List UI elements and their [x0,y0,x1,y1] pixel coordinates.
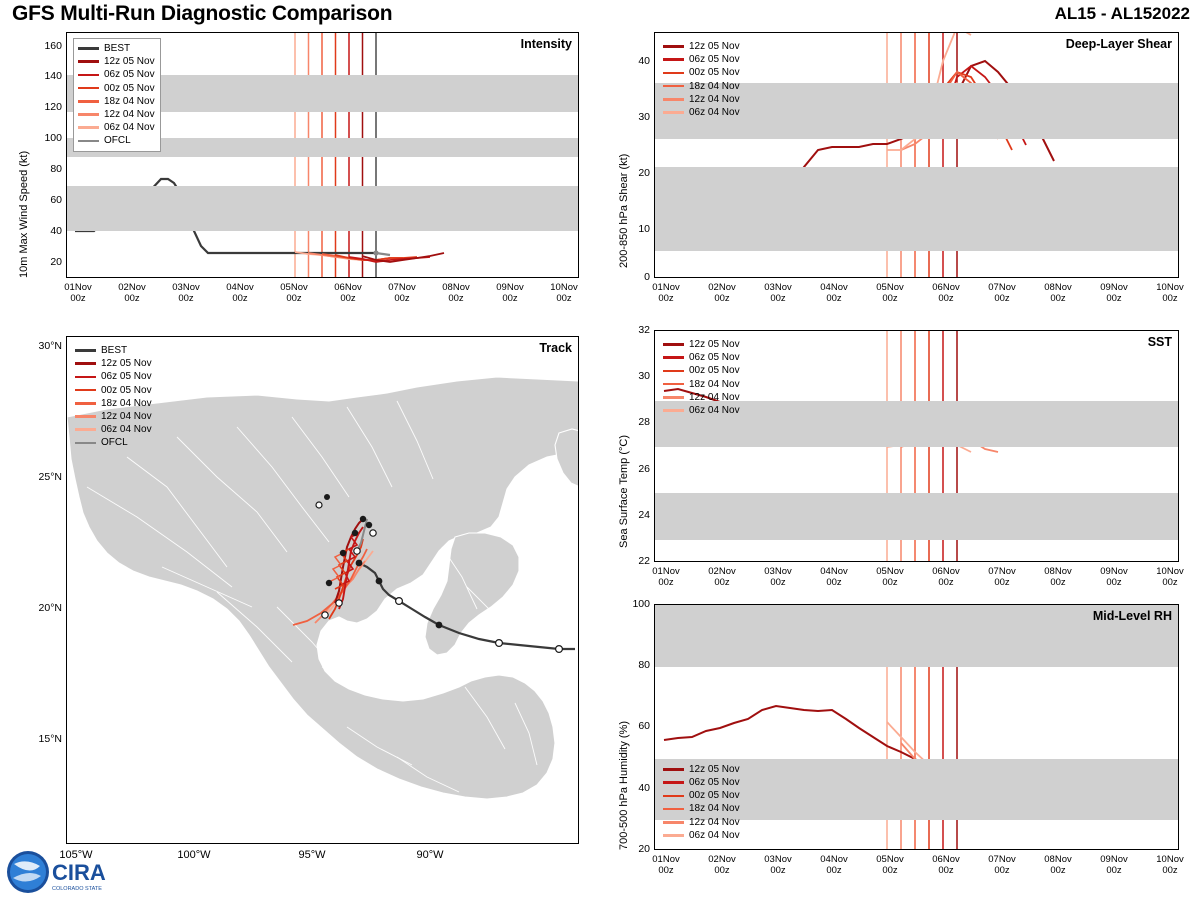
y-tick: 20 [50,256,62,268]
y-tick: 20°N [38,602,62,614]
x-tick: 07Nov 00z [988,566,1016,588]
intensity-y-axis-label: 10m Max Wind Speed (kt) [18,150,30,278]
y-tick: 60 [50,194,62,206]
x-tick: 08Nov 00z [1044,566,1072,588]
x-tick: 09Nov 00z [1100,282,1128,304]
track-panel-title: Track [539,341,572,355]
x-tick: 09Nov 00z [1100,854,1128,876]
x-tick: 04Nov 00z [226,282,254,304]
rh-plot-area [654,604,1179,850]
x-tick: 10Nov 00z [1156,854,1184,876]
intensity-legend [73,38,161,152]
x-tick: 01Nov 00z [652,854,680,876]
x-tick: 08Nov 00z [1044,854,1072,876]
track-legend [71,341,157,453]
shear-plot-area [654,32,1179,278]
sst-y-axis-label: Sea Surface Temp (°C) [618,434,630,548]
storm-id-label: AL15 - AL152022 [1054,4,1190,23]
legend-label: BEST [101,345,128,356]
legend-label: 12z 04 Nov [689,816,740,828]
legend-label: 18z 04 Nov [689,80,740,92]
legend-label: 06z 05 Nov [689,54,740,66]
legend-label: 12z 05 Nov [689,41,740,52]
legend-label: 12z 05 Nov [101,358,152,370]
legend-label: 06z 04 Nov [104,122,155,134]
x-tick: 06Nov 00z [932,854,960,876]
x-tick: 95°W [298,849,326,861]
legend-label: 12z 05 Nov [689,763,740,775]
sst-plot-area [654,330,1179,562]
legend-label: 12z 05 Nov [104,56,155,68]
y-tick: 20 [638,167,650,179]
legend-label: 12z 04 Nov [101,410,152,422]
x-tick: 10Nov 00z [1156,566,1184,588]
panel-shear [600,28,1200,318]
shear-panel-title: Deep-Layer Shear [1065,37,1172,51]
x-tick: 06Nov 00z [932,566,960,588]
x-tick: 03Nov 00z [764,282,792,304]
legend-label: 18z 04 Nov [104,95,155,107]
panel-rh [600,600,1200,890]
x-tick: 100°W [177,849,211,861]
x-tick: 01Nov 00z [652,282,680,304]
legend-label: 06z 04 Nov [689,829,740,841]
intensity-panel-title: Intensity [520,37,572,51]
x-tick: 04Nov 00z [820,282,848,304]
x-tick: 02Nov 00z [118,282,146,304]
rh-legend [659,760,745,845]
legend-label: 00z 05 Nov [689,790,740,802]
y-tick: 100 [632,598,650,610]
legend-label: 18z 04 Nov [689,803,740,815]
x-tick: 02Nov 00z [708,282,736,304]
x-tick: 07Nov 00z [988,854,1016,876]
sst-panel-title: SST [1147,335,1172,349]
x-tick: 03Nov 00z [172,282,200,304]
y-tick: 80 [638,659,650,671]
legend-label: OFCL [104,135,131,147]
svg-text:CIRA: CIRA [52,860,106,885]
legend-label: 12z 04 Nov [689,93,740,105]
x-tick: 03Nov 00z [764,854,792,876]
x-tick: 05Nov 00z [280,282,308,304]
x-tick: 06Nov 00z [932,282,960,304]
y-tick: 28 [638,416,650,428]
x-tick: 09Nov 00z [1100,566,1128,588]
y-tick: 40 [638,55,650,67]
panel-track [0,326,600,886]
legend-label: OFCL [101,437,128,449]
x-tick: 90°W [416,849,444,861]
sst-legend [659,335,745,420]
x-tick: 06Nov 00z [334,282,362,304]
legend-label: 12z 04 Nov [689,391,740,403]
legend-label: 00z 05 Nov [689,67,740,79]
y-tick: 20 [638,843,650,855]
y-tick: 25°N [38,471,62,483]
x-tick: 02Nov 00z [708,566,736,588]
x-tick: 08Nov 00z [1044,282,1072,304]
legend-label: 06z 05 Nov [104,69,155,81]
legend-label: 00z 05 Nov [104,82,155,94]
x-tick: 09Nov 00z [496,282,524,304]
legend-label: 12z 04 Nov [104,108,155,120]
y-tick: 30 [638,111,650,123]
x-tick: 03Nov 00z [764,566,792,588]
x-tick: 08Nov 00z [442,282,470,304]
x-tick: 05Nov 00z [876,282,904,304]
cira-logo [6,850,116,896]
panel-intensity [0,28,600,318]
y-tick: 32 [638,324,650,336]
x-tick: 105°W [59,849,93,861]
x-tick: 01Nov 00z [64,282,92,304]
legend-label: 06z 04 Nov [689,106,740,118]
panel-sst [600,326,1200,596]
y-tick: 24 [638,509,650,521]
y-tick: 60 [638,720,650,732]
page-title: GFS Multi-Run Diagnostic Comparison [12,2,393,25]
x-tick: 05Nov 00z [876,566,904,588]
x-tick: 10Nov 00z [1156,282,1184,304]
y-tick: 120 [44,101,62,113]
y-tick: 160 [44,40,62,52]
y-tick: 22 [638,555,650,567]
x-tick: 05Nov 00z [876,854,904,876]
intensity-plot-area [66,32,579,278]
legend-label: 12z 05 Nov [689,339,740,350]
rh-y-axis-label: 700-500 hPa Humidity (%) [618,720,630,850]
rh-panel-title: Mid-Level RH [1092,609,1172,623]
y-tick: 0 [644,271,650,283]
legend-label: 06z 05 Nov [689,777,740,789]
legend-label: 00z 05 Nov [101,384,152,396]
legend-label: 06z 05 Nov [101,371,152,383]
x-tick: 04Nov 00z [820,854,848,876]
y-tick: 15°N [38,733,62,745]
x-tick: 07Nov 00z [988,282,1016,304]
shear-legend [659,37,745,122]
y-tick: 80 [50,163,62,175]
legend-label: 06z 05 Nov [689,352,740,364]
y-tick: 40 [50,225,62,237]
legend-label: 18z 04 Nov [101,397,152,409]
legend-label: 06z 04 Nov [689,404,740,416]
legend-label: 06z 04 Nov [101,424,152,436]
legend-label: BEST [104,43,131,54]
y-tick: 140 [44,70,62,82]
track-plot-area [66,336,579,844]
x-tick: 07Nov 00z [388,282,416,304]
legend-label: 18z 04 Nov [689,378,740,390]
legend-label: 00z 05 Nov [689,365,740,377]
x-tick: 01Nov 00z [652,566,680,588]
y-tick: 30 [638,370,650,382]
y-tick: 40 [638,782,650,794]
y-tick: 10 [638,223,650,235]
svg-text:COLORADO STATE: COLORADO STATE [52,886,102,892]
shear-y-axis-label: 200-850 hPa Shear (kt) [618,153,630,268]
y-tick: 26 [638,463,650,475]
x-tick: 04Nov 00z [820,566,848,588]
x-tick: 10Nov 00z [550,282,578,304]
y-tick: 100 [44,132,62,144]
y-tick: 30°N [38,340,62,352]
x-tick: 02Nov 00z [708,854,736,876]
